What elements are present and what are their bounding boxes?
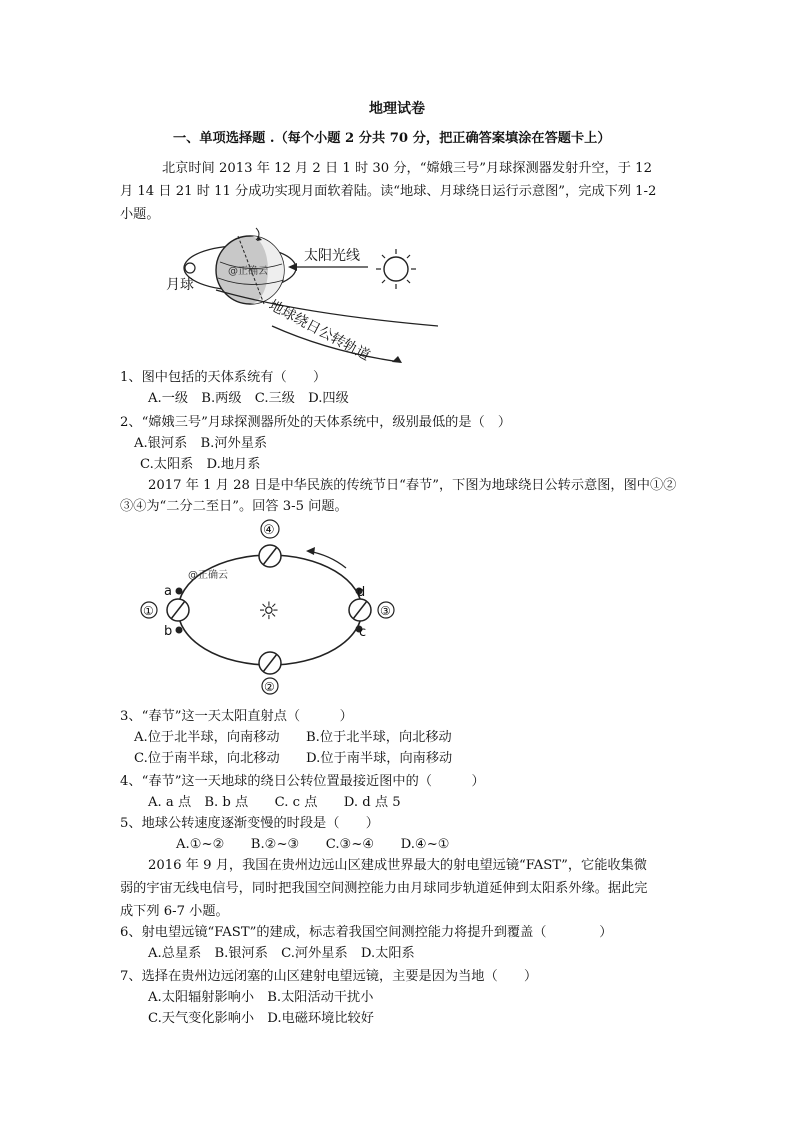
earth-moon-sun-diagram [160, 222, 460, 367]
q7-options-1: A.太阳辐射影响小 B.太阳活动干扰小 [148, 990, 374, 1005]
label-3 [378, 602, 394, 618]
section-heading: 一、单项选择题 .（每个小题 2 分共 70 分，把正确答案填涂在答题卡上） [173, 131, 611, 146]
orbit-label: 地球绕日公转轨道 [266, 297, 373, 365]
sun-icon: ☼ [258, 597, 280, 625]
earth-position-4 [259, 545, 281, 567]
point-a-marker [176, 588, 183, 595]
passage3-line3: 成下列 6-7 小题。 [120, 904, 229, 919]
passage3-line1: 2016 年 9 月，我国在贵州边远山区建成世界最大的射电望远镜“FAST”，它能收集微 [148, 858, 647, 873]
svg-text:④: ④ [263, 523, 275, 538]
earth-position-3 [349, 599, 371, 621]
q1-options: A.一级 B.两级 C.三级 D.四级 [148, 391, 349, 406]
q7-stem: 7、选择在贵州边远闭塞的山区建射电望远镜，主要是因为当地（ ） [120, 969, 538, 984]
q6-stem: 6、射电望远镜“FAST”的建成，标志着我国空间测控能力将提升到覆盖（ ） [120, 925, 613, 940]
q7-options-2: C.天气变化影响小 D.电磁环境比较好 [148, 1011, 374, 1026]
svg-text:②: ② [264, 680, 275, 694]
sun-icon [376, 249, 416, 289]
earth-revolution-diagram [130, 515, 410, 695]
q2-options-2: C.太阳系 D.地月系 [140, 457, 261, 472]
moon-label: 月球 [166, 277, 194, 293]
moon-icon [185, 263, 195, 273]
label-1 [141, 602, 157, 618]
point-a-label: a [164, 584, 172, 599]
point-b-label: b [164, 624, 173, 639]
passage1-line3: 小题。 [120, 207, 160, 222]
earth-position-1 [167, 599, 189, 621]
point-d-label: d [357, 585, 366, 600]
q5-stem: 5、地球公转速度逐渐变慢的时段是（ ） [120, 816, 379, 831]
sunlight-label: 太阳光线 [304, 248, 360, 264]
passage1-line1: 北京时间 2013 年 12 月 2 日 1 时 30 分，“嫦娥三号”月球探测器发射升空，于 12 [162, 161, 652, 176]
figure1-watermark: @正确云 [228, 266, 268, 277]
point-b-marker [176, 627, 183, 634]
passage1-line2: 月 14 日 21 时 11 分成功实现月面软着陆。读“地球、月球绕日运行示意图”，完成下列 1-2 [120, 184, 657, 199]
page-title: 地理试卷 [369, 101, 425, 117]
label-2 [262, 678, 278, 694]
q3-options-2: C.位于南半球，向北移动 D.位于南半球，向南移动 [134, 751, 453, 766]
passage3-line2: 弱的宇宙无线电信号，同时把我国空间测控能力由月球同步轨道延伸到太阳系外缘。据此完 [120, 881, 648, 896]
q1-stem: 1、图中包括的天体系统有（ ） [120, 370, 327, 385]
q4-stem: 4、“春节”这一天地球的绕日公转位置最接近图中的（ ） [120, 774, 485, 789]
q3-stem: 3、“春节”这一天太阳直射点（ ） [120, 709, 353, 724]
passage2-line1: 2017 年 1 月 28 日是中华民族的传统节日“春节”，下图为地球绕日公转示意图，图中①② [148, 478, 677, 493]
passage2-line2: ③④为“二分二至日”。回答 3-5 问题。 [120, 499, 348, 514]
point-c-label: c [359, 625, 367, 640]
q5-options: A.①~② B.②~③ C.③~④ D.④~① [176, 837, 450, 852]
q3-options-1: A.位于北半球，向南移动 B.位于北半球，向北移动 [134, 730, 452, 745]
label-4 [261, 520, 279, 538]
svg-text:③: ③ [380, 604, 391, 618]
q6-options: A.总星系 B.银河系 C.河外星系 D.太阳系 [148, 946, 415, 961]
q2-stem: 2、“嫦娥三号”月球探测器所处的天体系统中，级别最低的是（ ） [120, 415, 512, 430]
q4-options: A. a 点 B. b 点 C. c 点 D. d 点 5 [148, 795, 401, 810]
svg-text:①: ① [143, 604, 154, 618]
figure2-watermark: @正确云 [188, 570, 228, 581]
q2-options-1: A.银河系 B.河外星系 [134, 436, 268, 451]
earth-position-2 [259, 652, 281, 674]
